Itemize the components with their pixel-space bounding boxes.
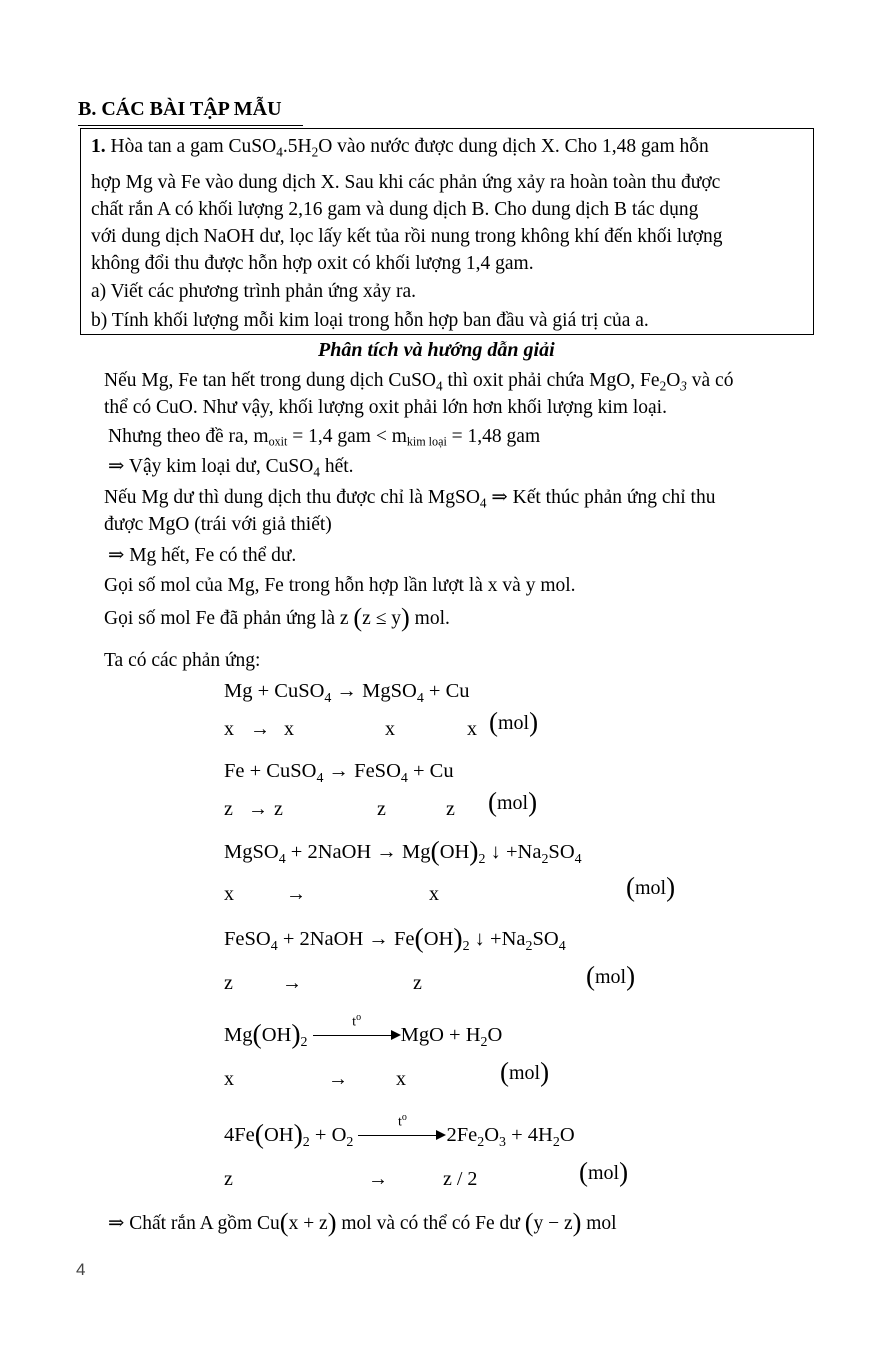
solution-p6: Gọi số mol của Mg, Fe trong hỗn hợp lần lượt là x và y mol. [104, 575, 576, 596]
equation-1: Mg + CuSO$_4$ → MgSO$_4$ + Cu [224, 680, 470, 706]
solution-conclusion: ⇒ Chất rắn A gồm Cu(x + z) mol và có thể có Fe dư (y − z) mol [108, 1208, 617, 1238]
problem-part-b: b) Tính khối lượng mỗi kim loại trong hỗn hợp ban đầu và giá trị của a. [91, 310, 649, 331]
page-number: 4 [76, 1260, 86, 1279]
heat-arrow: $t^o$ [313, 1026, 401, 1046]
equation-2: Fe + CuSO$_4$ → FeSO$_4$ + Cu [224, 760, 454, 786]
heading-underline [78, 125, 303, 126]
problem-line-1: 1. Hòa tan a gam $CuSO_4.5H_2O$ vào nước được dung dịch X. Cho 1,48 gam hỗn [91, 136, 709, 160]
section-heading: B. CÁC BÀI TẬP MẪU [78, 98, 282, 120]
equation-6: $4Fe(OH)_2 + O_2$ $t^o$ $2Fe_2O_3 + 4H_2O$ [224, 1112, 575, 1150]
heat-arrow: $t^o$ [358, 1126, 446, 1146]
solution-p4b: được MgO (trái với giả thiết) [104, 514, 332, 535]
solution-p1b: thể có CuO. Như vậy, khối lượng oxit phải lớn hơn khối lượng kim loại. [104, 397, 667, 418]
solution-p1a: Nếu Mg, Fe tan hết trong dung dịch CuSO$_4$ thì oxit phải chứa MgO, $Fe_2O_3$ và có [104, 370, 734, 394]
equation-3: MgSO$_4$ + 2NaOH → $Mg(OH)_2$ ↓ $+Na_2SO_4$ [224, 835, 582, 867]
problem-line-4: với dung dịch NaOH dư, lọc lấy kết tủa rồi nung trong không khí đến khối lượng [91, 226, 723, 247]
analysis-title: Phân tích và hướng dẫn giải [318, 339, 555, 361]
solution-p8: Ta có các phản ứng: [104, 650, 261, 671]
solution-p7: Gọi số mol Fe đã phản ứng là z (z ≤ y) mol. [104, 603, 450, 633]
problem-line-3: chất rắn A có khối lượng 2,16 gam và dung dịch B. Cho dung dịch B tác dụng [91, 199, 699, 220]
equation-4: FeSO$_4$ + 2NaOH → $Fe(OH)_2$ ↓ $+Na_2SO_4$ [224, 922, 566, 954]
problem-line-5: không đổi thu được hỗn hợp oxit có khối lượng 1,4 gam. [91, 253, 534, 274]
problem-number: 1. [91, 136, 106, 157]
solution-p5: ⇒ Mg hết, Fe có thể dư. [108, 545, 297, 566]
problem-part-a: a) Viết các phương trình phản ứng xảy ra. [91, 281, 417, 302]
solution-p3: ⇒ Vậy kim loại dư, CuSO$_4$ hết. [108, 456, 354, 480]
solution-p2: Nhưng theo đề ra, moxit = 1,4 gam < mkim loại = 1,48 gam [108, 426, 541, 449]
solution-p4a: Nếu Mg dư thì dung dịch thu được chỉ là MgSO$_4$ ⇒ Kết thúc phản ứng chỉ thu [104, 487, 716, 511]
problem-line-2: hợp Mg và Fe vào dung dịch X. Sau khi các phản ứng xảy ra hoàn toàn thu được [91, 172, 721, 193]
equation-5: $Mg(OH)_2$ $t^o$ MgO + $H_2O$ [224, 1012, 503, 1050]
